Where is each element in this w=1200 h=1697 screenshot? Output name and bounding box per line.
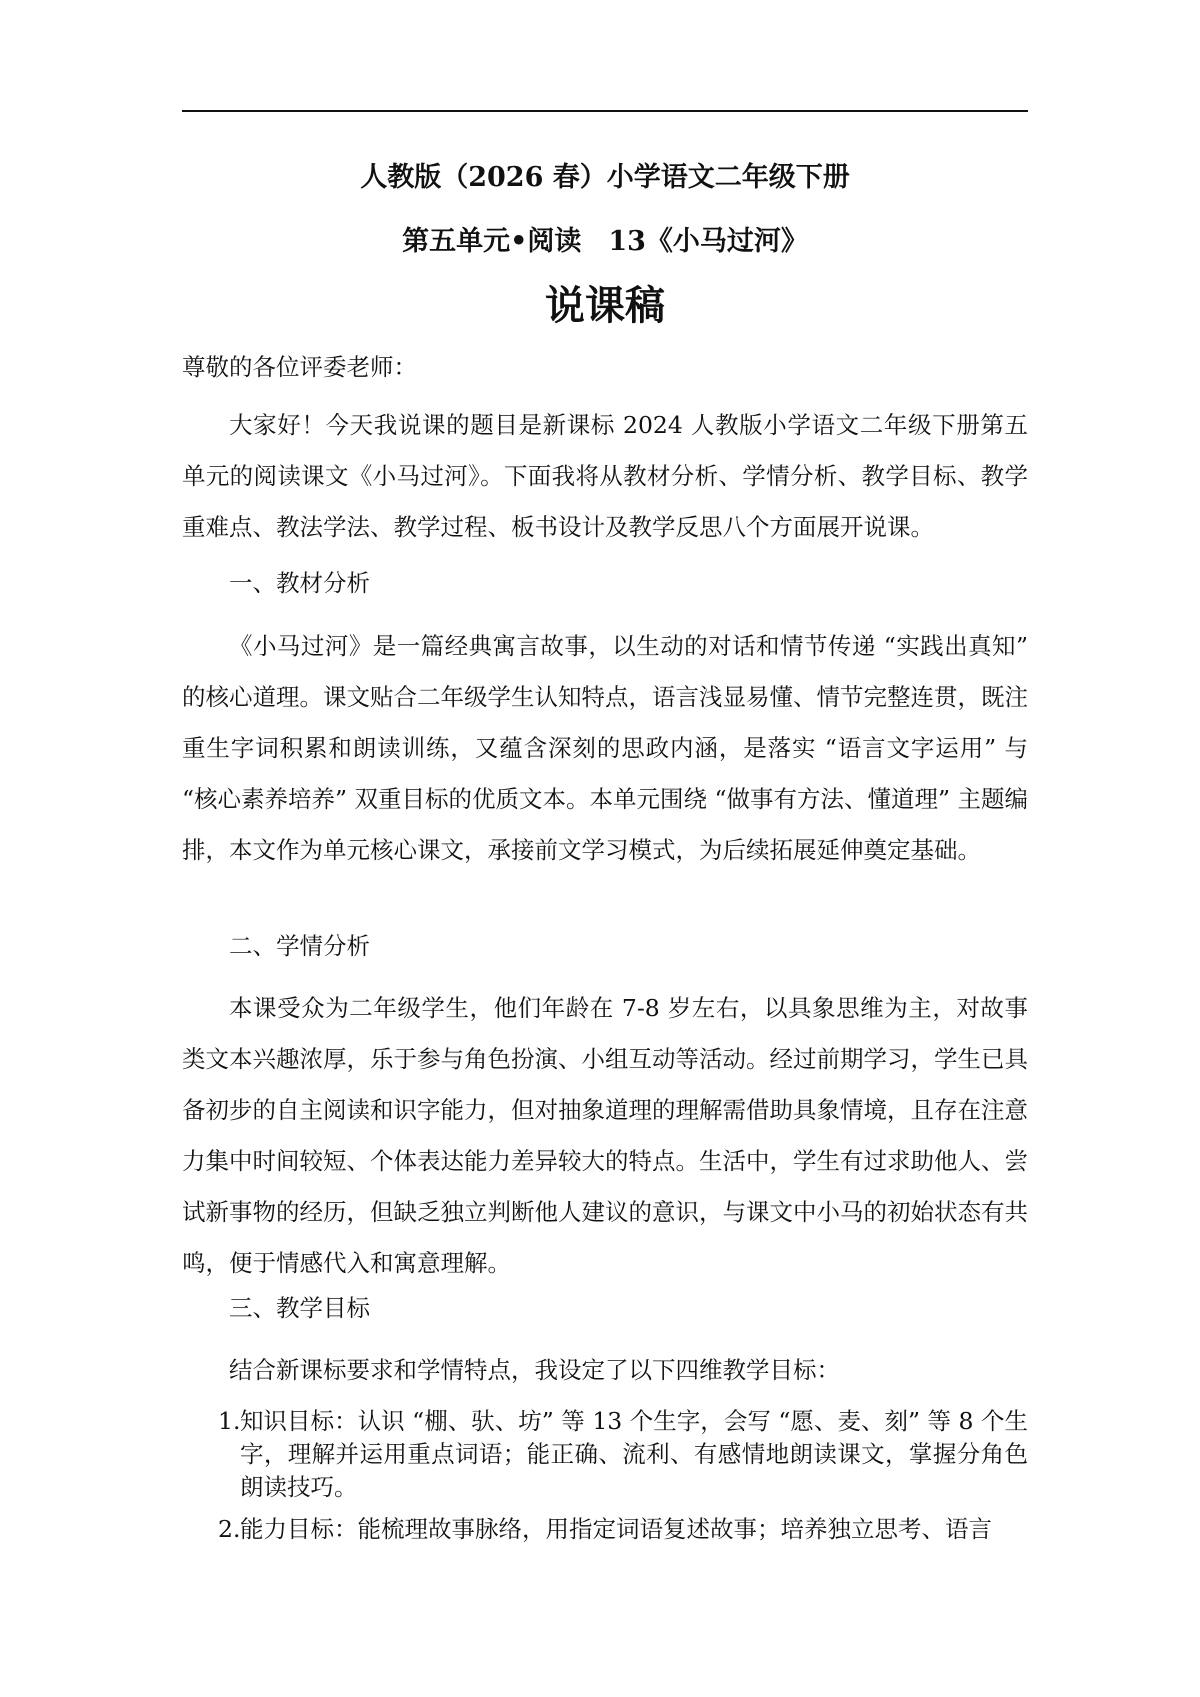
list-item-text: 能力目标：能梳理故事脉络，用指定词语复述故事；培养独立思考、语言 [240,1515,992,1543]
section-heading-2: 二、学情分析 [229,932,370,960]
header-rule [182,110,1028,112]
goals-list [182,1405,1028,1555]
document-title-main: 说课稿 [545,282,665,329]
list-item-number: 2 . [218,1513,232,1546]
document-title-line1: 人教版（2026 春）小学语文二年级下册 [360,162,850,193]
section-heading-1: 一、教材分析 [229,569,370,597]
salutation: 尊敬的各位评委老师： [182,353,417,381]
list-item-number: 1 . [218,1405,232,1438]
section-paragraph-3: 结合新课标要求和学情特点，我设定了以下四维教学目标： [229,1356,840,1384]
section-paragraph-1: 《小马过河》是一篇经典寓言故事，以生动的对话和情节传递 “实践出真知” 的核心道理。课文贴合二年级学生认知特点，语言浅显易懂、情节完整连贯，既注重生字词积累和朗读训练，又蕴含深刻的思政内涵，是落实 “语言文字运用” 与 “核心素养培养” 双重目标的优质文本。本单元围绕 “做事有方法、懂道理” 主题编排，本文作为单元核心课文，承接前文学习模式，为后续拓展延伸奠定基础。 [182,632,1028,864]
section-paragraph-2: 本课受众为二年级学生，他们年龄在 7-8 岁左右，以具象思维为主，对故事类文本兴趣浓厚，乐于参与角色扮演、小组互动等活动。经过前期学习，学生已具备初步的自主阅读和识字能力，但对抽象道理的理解需借助具象情境，且存在注意力集中时间较短、个体表达能力差异较大的特点。生活中，学生有过求助他人、尝试新事物的经历，但缺乏独立判断他人建议的意识，与课文中小马的初始状态有共鸣，便于情感代入和寓意理解。 [182,994,1028,1277]
section-heading-3: 三、教学目标 [229,1294,370,1322]
list-item-text: 知识目标：认识 “棚、驮、坊” 等 13 个生字，会写 “愿、麦、刻” 等 8 个生字，理解并运用重点词语；能正确、流利、有感情地朗读课文，掌握分角色朗读技巧。 [240,1407,1028,1501]
list-item [182,1405,1028,1504]
document-title-line2: 第五单元•阅读 13《小马过河》 [402,226,808,257]
list-item [182,1513,1028,1546]
intro-paragraph: 大家好！今天我说课的题目是新课标 2024 人教版小学语文二年级下册第五单元的阅读课文《小马过河》。下面我将从教材分析、学情分析、教学目标、教学重难点、教法学法、教学过程、板书设计及教学反思八个方面展开说课。 [182,411,1028,541]
